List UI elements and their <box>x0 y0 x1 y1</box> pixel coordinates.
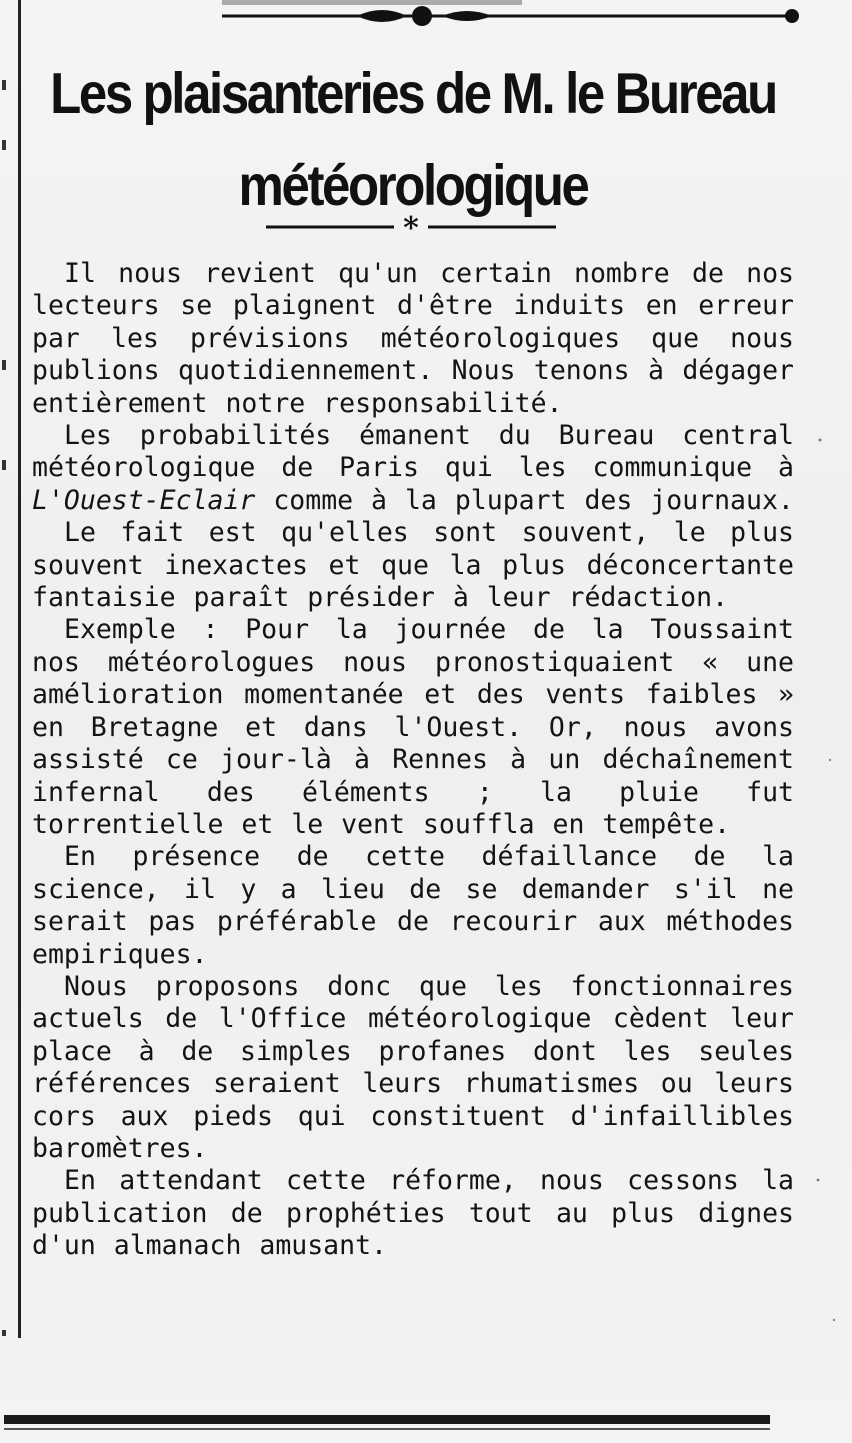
headline-line-1: Les plaisanteries de M. le Bureau <box>50 61 776 126</box>
bottom-rule-thin <box>4 1428 770 1430</box>
margin-specks <box>2 60 10 1360</box>
column-rule <box>18 0 21 1338</box>
right-margin-specks <box>800 0 852 1443</box>
paragraph-2-start: Les probabilités émanent du Bureau central météorologique de Paris qui les communique à <box>32 420 794 484</box>
separator-asterisk: * <box>403 214 419 240</box>
headline <box>28 48 798 232</box>
headline-separator <box>266 214 556 240</box>
bottom-rule <box>4 1415 770 1424</box>
article-body <box>32 258 794 1263</box>
paragraph-3: Le fait est qu'elles sont souvent, le plus souvent inexactes et que la plus déconcertante fantaisie paraît présider à leur rédaction. <box>32 517 794 614</box>
paragraph-7: En attendant cette réforme, nous cessons la publication de prophéties tout au plus dignes d'un almanach amusant. <box>32 1165 794 1262</box>
paragraph-1: Il nous revient qu'un certain nombre de nos lecteurs se plaignent d'être induits en erreur par les prévisions météorologiques que nous publions quotidiennement. Nous tenons à dégager entièrement notre responsabilité. <box>32 258 794 419</box>
top-ornament-rule <box>22 0 802 34</box>
paragraph-2-end: comme à la plupart des journaux. <box>255 484 794 516</box>
publication-name: L'Ouest-Eclair <box>32 484 256 516</box>
paragraph-5: En présence de cette défaillance de la science, il y a lieu de se demander s'il ne serait pas préférable de recourir aux méthodes empiriques. <box>32 841 794 970</box>
paragraph-2 <box>32 420 794 517</box>
headline-line-2: météorologique <box>238 153 588 218</box>
paragraph-4: Exemple : Pour la journée de la Toussaint nos météorologues nous pronostiquaient « une amélioration momentanée et des vents faibles » en Bretagne et dans l'Ouest. Or, nous avons assisté ce jour-là à Rennes à un déchaînement infernal des éléments ; la pluie fut torrentielle et le vent souffla en tempête. <box>32 614 794 840</box>
paragraph-6: Nous proposons donc que les fonctionnaires actuels de l'Office météorologique cèdent leur place à de simples profanes dont les seules références seraient leurs rhumatismes ou leurs cors aux pieds qui constituent d'infaillibles baromètres. <box>32 970 794 1164</box>
